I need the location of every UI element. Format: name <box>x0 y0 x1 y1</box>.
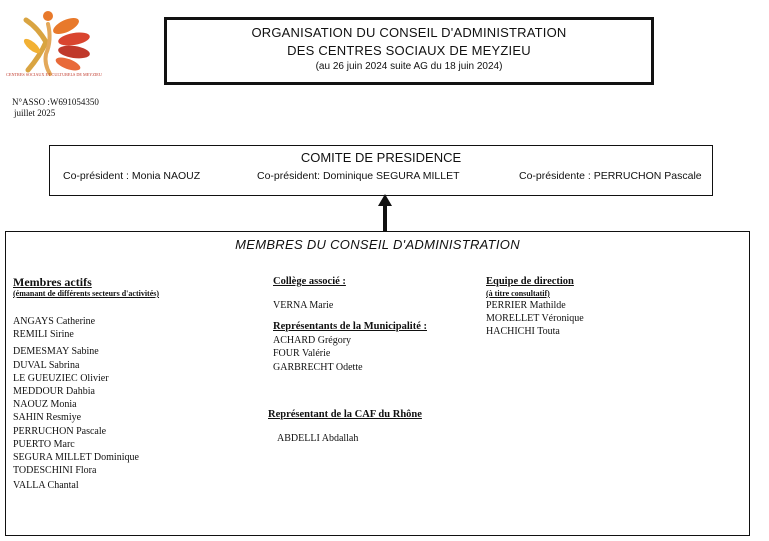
document-title-box <box>164 17 654 85</box>
caf-heading: Représentant de la CAF du Rhône <box>268 408 422 420</box>
associate-municipality-column <box>268 275 427 445</box>
member-name: DEMESMAY Sabine <box>13 346 99 358</box>
co-president-2: Co-président: Dominique SEGURA MILLET <box>257 170 460 182</box>
member-name: SEGURA MILLET Dominique <box>13 452 139 464</box>
document-meta <box>12 97 99 119</box>
member-name: PERRUCHON Pascale <box>13 425 107 437</box>
document-date: juillet 2025 <box>14 108 56 118</box>
direction-column <box>486 275 584 339</box>
municipality-name: GARBRECHT Odette <box>273 361 363 373</box>
direction-heading: Equipe de direction <box>486 276 574 287</box>
direction-name: PERRIER Mathilde <box>486 300 566 311</box>
board-members-box <box>5 231 750 536</box>
title-line-2: DES CENTRES SOCIAUX DE MEYZIEU <box>287 43 531 58</box>
direction-name: MORELLET Véronique <box>486 313 584 325</box>
member-name: SAHIN Resmiye <box>13 412 82 424</box>
member-name: NAOUZ Monia <box>13 399 77 411</box>
presidency-title: COMITE DE PRESIDENCE <box>300 150 462 165</box>
title-line-1: ORGANISATION DU CONSEIL D'ADMINISTRATION <box>251 25 567 40</box>
municipality-heading: Représentants de la Municipalité : <box>273 321 427 333</box>
board-title: MEMBRES DU CONSEIL D'ADMINISTRATION <box>235 237 520 252</box>
direction-name: HACHICHI Touta <box>486 326 560 338</box>
municipality-name: ACHARD Grégory <box>273 335 352 347</box>
member-name: MEDDOUR Dahbia <box>13 386 95 398</box>
member-name: LE GUEUZIEC Olivier <box>13 372 109 384</box>
asso-number: N°ASSO :W691054350 <box>12 97 99 107</box>
member-name: REMILI Sirine <box>13 329 74 341</box>
logo-caption: CENTRES SOCIAUX ET CULTURELS DE MEYZIEU <box>6 72 102 77</box>
arrow-shaft <box>383 205 387 231</box>
member-name: ANGAYS Catherine <box>13 316 96 327</box>
associate-name: VERNA Marie <box>273 300 334 311</box>
municipality-name: FOUR Valérie <box>273 348 331 360</box>
title-line-3: (au 26 juin 2024 suite AG du 18 juin 2024) <box>315 61 503 72</box>
member-name: DUVAL Sabrina <box>13 359 80 371</box>
active-members-heading: Membres actifs <box>13 275 92 289</box>
active-members-subheading: (émanant de différents secteurs d'activités) <box>13 289 160 298</box>
logo-graphic <box>8 6 100 78</box>
co-president-1: Co-président : Monia NAOUZ <box>63 170 201 182</box>
member-name: VALLA Chantal <box>13 480 79 492</box>
active-members-column <box>13 275 159 493</box>
member-name: TODESCHINI Flora <box>13 465 97 477</box>
organization-logo <box>8 6 100 90</box>
co-president-3: Co-présidente : PERRUCHON Pascale <box>519 170 702 182</box>
presidency-committee-box <box>49 145 713 196</box>
direction-subheading: (à titre consultatif) <box>486 289 550 298</box>
member-name: PUERTO Marc <box>13 438 75 450</box>
associate-heading: Collège associé : <box>273 276 346 287</box>
caf-name: ABDELLI Abdallah <box>277 432 359 444</box>
